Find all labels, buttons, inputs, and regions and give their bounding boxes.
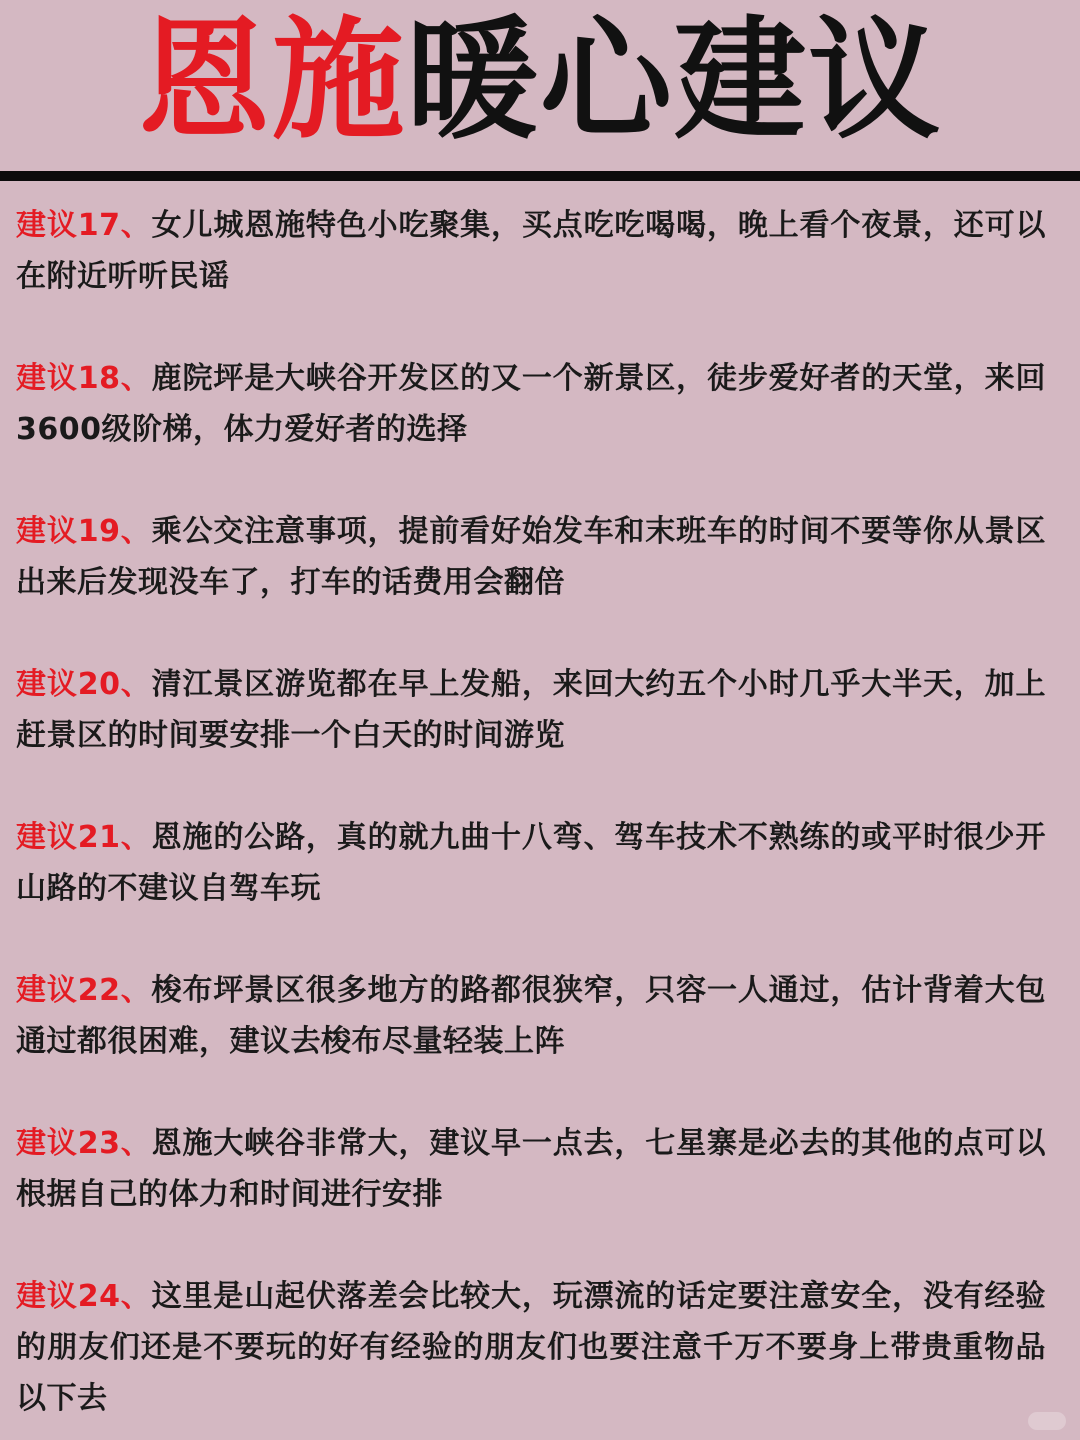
tip-label: 建议20、: [16, 667, 152, 702]
tip-text: 恩施大峡谷非常大，建议早一点去，七星寨是必去的其他的点可以根据自己的体力和时间进行安排: [16, 1126, 1046, 1212]
tip-label: 建议22、: [16, 973, 152, 1008]
watermark-mark: [1028, 1412, 1066, 1430]
tip-label: 建议24、: [16, 1279, 152, 1314]
tip-label: 建议18、: [16, 361, 152, 396]
tip-label: 建议21、: [16, 820, 152, 855]
tip-label: 建议23、: [16, 1126, 152, 1161]
tip-text: 乘公交注意事项，提前看好始发车和末班车的时间不要等你从景区出来后发现没车了，打车的话费用会翻倍: [16, 514, 1046, 600]
title-black-part: 暖心建议: [406, 4, 942, 158]
tip-text: 梭布坪景区很多地方的路都很狭窄，只容一人通过，估计背着大包通过都很困难，建议去梭布尽量轻装上阵: [16, 973, 1046, 1059]
tip-text: 恩施的公路，真的就九曲十八弯、驾车技术不熟练的或平时很少开山路的不建议自驾车玩: [16, 820, 1046, 906]
tip-item-17: [16, 200, 1046, 302]
tip-text: 这里是山起伏落差会比较大，玩漂流的话定要注意安全，没有经验的朋友们还是不要玩的好有经验的朋友们也要注意千万不要身上带贵重物品以下去: [16, 1279, 1046, 1416]
tip-item-24: [16, 1271, 1046, 1424]
tip-label: 建议17、: [16, 208, 152, 243]
tip-item-18: [16, 353, 1046, 455]
tip-item-22: [16, 965, 1046, 1067]
tip-text: 鹿院坪是大峡谷开发区的又一个新景区，徒步爱好者的天堂，来回3600级阶梯，体力爱好者的选择: [16, 361, 1046, 447]
tip-text: 清江景区游览都在早上发船，来回大约五个小时几乎大半天，加上赶景区的时间要安排一个白天的时间游览: [16, 667, 1046, 753]
tip-text: 女儿城恩施特色小吃聚集，买点吃吃喝喝，晚上看个夜景，还可以在附近听听民谣: [16, 208, 1046, 294]
tip-label: 建议19、: [16, 514, 152, 549]
tip-item-19: [16, 506, 1046, 608]
tip-item-21: [16, 812, 1046, 914]
title-red-part: 恩施: [138, 4, 406, 158]
header: [0, 0, 1080, 172]
tip-item-20: [16, 659, 1046, 761]
tip-item-23: [16, 1118, 1046, 1220]
page-title: [0, 6, 1080, 156]
title-divider: [0, 171, 1080, 181]
